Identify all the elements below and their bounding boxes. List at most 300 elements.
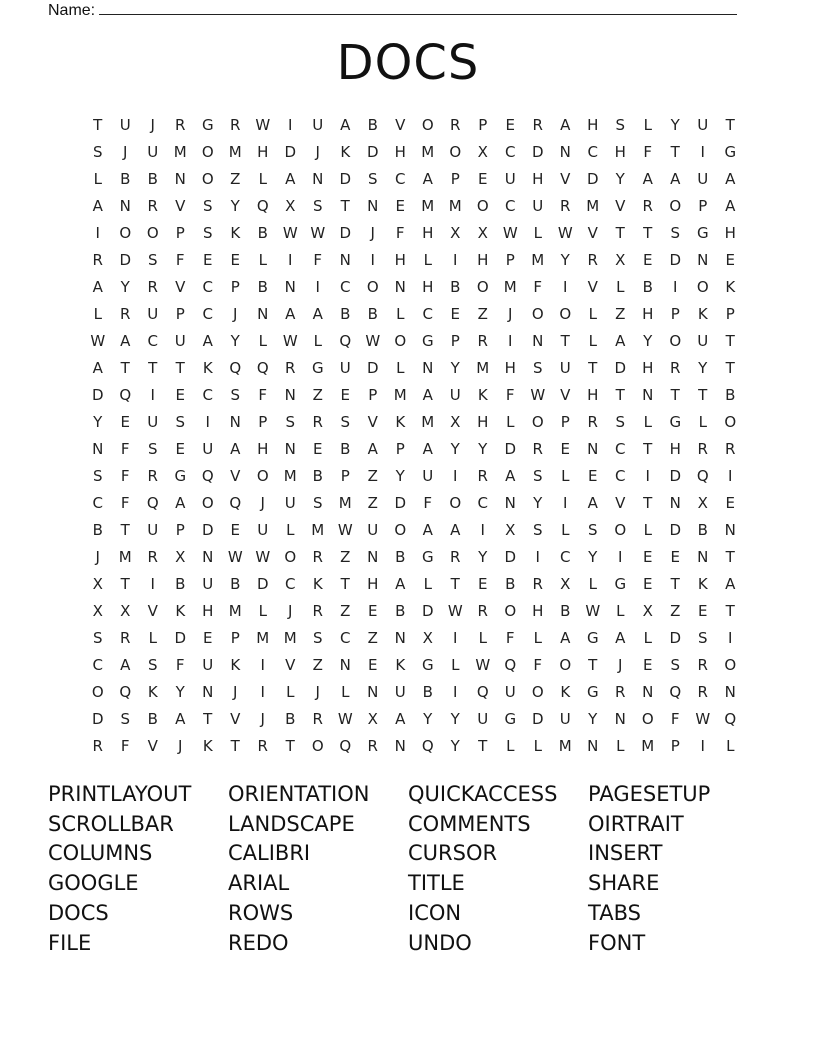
grid-letter: A [92,196,103,215]
grid-letter: B [312,466,323,485]
grid-letter: O [476,196,489,215]
grid-letter: Y [643,331,653,350]
grid-letter: I [205,412,210,431]
grid-letter: M [173,142,187,161]
grid-letter: J [315,142,320,161]
grid-letter: A [92,358,103,377]
grid-letter: L [506,736,515,755]
grid-letter: X [285,196,296,215]
grid-letter: S [615,412,626,431]
grid-letter: A [670,169,681,188]
grid-letter: D [91,385,104,404]
name-field[interactable] [48,0,737,21]
grid-letter: B [395,601,406,620]
grid-letter: X [642,601,653,620]
grid-letter: E [340,385,350,404]
grid-letter: E [313,439,323,458]
grid-letter: M [393,385,407,404]
grid-letter: H [669,439,681,458]
grid-letter: C [560,547,571,566]
grid-letter: U [477,709,489,728]
grid-letter: Q [696,466,709,485]
word-list-item: REDO [228,930,289,955]
grid-letter: T [478,736,488,755]
word-list-item: SHARE [588,871,660,896]
grid-letter: K [697,304,708,323]
grid-letter: B [367,115,378,134]
grid-letter: E [643,250,653,269]
grid-letter: C [340,628,351,647]
grid-letter: R [697,439,708,458]
grid-letter: S [92,466,103,485]
grid-letter: B [120,169,131,188]
word-list-item: COMMENTS [408,811,531,836]
grid-letter: W [255,547,271,566]
grid-letter: C [285,574,296,593]
grid-letter: Y [450,736,460,755]
grid-letter: O [641,709,654,728]
grid-letter: B [725,385,736,404]
grid-letter: U [174,331,186,350]
grid-letter: M [118,547,132,566]
grid-letter: A [615,628,626,647]
grid-letter: J [150,115,155,134]
grid-letter: R [532,574,543,593]
grid-letter: A [560,628,571,647]
grid-letter: N [367,196,379,215]
grid-letter: N [724,520,736,539]
grid-letter: T [120,358,130,377]
grid-letter: R [450,115,461,134]
grid-letter: A [725,574,736,593]
grid-letter: D [366,358,379,377]
grid-letter: O [311,736,324,755]
grid-letter: D [119,250,132,269]
grid-letter: G [669,412,682,431]
grid-letter: N [312,169,324,188]
grid-letter: F [175,250,185,269]
letter-grid [84,111,744,759]
grid-letter: Y [533,493,543,512]
grid-letter: J [315,682,320,701]
grid-letter: B [230,574,241,593]
grid-letter: H [642,304,654,323]
grid-letter: N [284,385,296,404]
grid-letter: A [615,331,626,350]
word-list-item: CURSOR [408,841,498,866]
grid-letter: O [394,331,407,350]
grid-letter: R [587,250,598,269]
grid-letter: T [615,385,625,404]
grid-letter: X [120,601,131,620]
grid-letter: C [202,277,213,296]
grid-letter: Y [93,412,103,431]
grid-letter: B [340,439,351,458]
grid-letter: L [588,331,597,350]
grid-letter: L [423,250,432,269]
word-list-item: TABS [588,901,641,926]
grid-letter: D [504,547,517,566]
grid-letter: A [367,439,378,458]
grid-letter: M [283,466,297,485]
grid-letter: C [92,655,103,674]
grid-letter: Q [256,358,269,377]
grid-letter: F [120,439,130,458]
grid-letter: B [147,169,158,188]
word-list-item: ARIAL [228,871,290,896]
grid-letter: C [202,304,213,323]
grid-letter: T [725,115,735,134]
grid-letter: A [422,169,433,188]
grid-letter: I [618,547,623,566]
grid-letter: V [560,385,571,404]
grid-letter: A [587,493,598,512]
grid-letter: U [559,358,571,377]
word-list-item: PRINTLAYOUT [48,781,192,806]
word-list-item: INSERT [588,841,663,866]
grid-letter: P [258,412,268,431]
grid-letter: I [535,547,540,566]
grid-letter: V [367,412,378,431]
grid-letter: W [337,709,353,728]
grid-letter: E [670,547,680,566]
grid-letter: J [260,493,265,512]
grid-letter: H [477,250,489,269]
grid-letter: G [614,574,627,593]
grid-letter: J [95,547,100,566]
grid-letter: R [670,358,681,377]
grid-letter: P [175,304,185,323]
grid-letter: M [586,196,600,215]
grid-letter: Z [312,655,323,674]
grid-letter: Z [670,601,681,620]
grid-letter: E [560,439,570,458]
grid-letter: B [367,304,378,323]
grid-letter: A [725,169,736,188]
grid-letter: I [150,385,155,404]
grid-letter: G [421,655,434,674]
grid-letter: E [643,547,653,566]
grid-letter: F [120,493,130,512]
grid-letter: B [450,277,461,296]
grid-letter: L [423,574,432,593]
grid-letter: A [202,331,213,350]
name-blank-line[interactable] [99,0,737,15]
grid-letter: O [531,304,544,323]
grid-letter: N [339,655,351,674]
grid-letter: T [643,223,653,242]
grid-letter: K [395,655,406,674]
grid-letter: X [697,493,708,512]
grid-letter: M [641,736,655,755]
grid-letter: I [453,682,458,701]
grid-letter: K [560,682,571,701]
grid-letter: C [615,439,626,458]
grid-letter: R [615,682,626,701]
grid-letter: L [533,736,542,755]
grid-letter: C [147,331,158,350]
grid-letter: R [312,601,323,620]
grid-letter: K [230,655,241,674]
grid-letter: H [532,601,544,620]
grid-letter: S [312,493,323,512]
grid-letter: A [175,709,186,728]
grid-letter: O [119,223,132,242]
grid-letter: V [587,277,598,296]
grid-letter: H [422,223,434,242]
grid-letter: O [366,277,379,296]
grid-letter: O [696,277,709,296]
grid-letter: N [697,547,709,566]
grid-letter: L [258,331,267,350]
grid-letter: H [724,223,736,242]
grid-letter: E [478,169,488,188]
grid-letter: D [614,358,627,377]
grid-letter: S [697,628,708,647]
grid-letter: O [201,169,214,188]
grid-letter: K [312,574,323,593]
grid-letter: N [587,736,599,755]
page-title: DOCS [336,35,480,91]
grid-letter: M [421,412,435,431]
grid-letter: V [230,709,241,728]
grid-letter: E [203,250,213,269]
grid-letter: L [93,304,102,323]
grid-letter: G [311,358,324,377]
grid-letter: K [477,385,488,404]
grid-letter: U [559,709,571,728]
grid-letter: H [367,574,379,593]
grid-letter: N [642,385,654,404]
grid-letter: U [284,493,296,512]
grid-letter: G [696,223,709,242]
grid-letter: T [148,358,158,377]
grid-letter: L [533,628,542,647]
grid-letter: N [559,142,571,161]
grid-letter: D [669,250,682,269]
grid-letter: P [395,439,405,458]
grid-letter: P [478,115,488,134]
grid-letter: A [422,520,433,539]
grid-letter: A [422,385,433,404]
grid-letter: M [503,277,517,296]
grid-letter: V [147,601,158,620]
grid-letter: M [283,628,297,647]
grid-letter: O [669,196,682,215]
grid-letter: U [504,682,516,701]
grid-letter: S [147,655,158,674]
grid-letter: B [175,574,186,593]
grid-letter: R [92,736,103,755]
grid-letter: L [258,250,267,269]
word-list-item: COLUMNS [48,841,153,866]
grid-letter: T [725,331,735,350]
grid-letter: B [422,682,433,701]
grid-letter: Y [670,115,680,134]
grid-letter: R [257,736,268,755]
grid-letter: L [698,412,707,431]
grid-letter: D [256,574,269,593]
grid-letter: F [505,385,515,404]
grid-letter: X [422,628,433,647]
word-list-item: TITLE [408,871,465,896]
grid-letter: W [447,601,463,620]
grid-letter: T [725,358,735,377]
grid-letter: R [312,709,323,728]
grid-letter: I [453,628,458,647]
grid-letter: H [394,142,406,161]
word-list-item: FONT [588,930,646,955]
grid-letter: T [340,196,350,215]
grid-letter: O [449,142,462,161]
grid-letter: Z [367,493,378,512]
grid-letter: M [256,628,270,647]
grid-letter: W [475,655,491,674]
word-list-item: GOOGLE [48,871,139,896]
grid-letter: Y [175,682,185,701]
grid-letter: Y [478,547,488,566]
grid-letter: W [365,331,381,350]
grid-letter: H [504,358,516,377]
grid-letter: T [643,439,653,458]
grid-letter: L [396,358,405,377]
grid-letter: N [394,736,406,755]
word-list-item: UNDO [408,930,472,955]
grid-letter: A [505,466,516,485]
grid-letter: H [477,412,489,431]
grid-letter: D [669,520,682,539]
grid-letter: X [92,601,103,620]
grid-letter: K [147,682,158,701]
grid-letter: Q [229,358,242,377]
grid-letter: T [643,493,653,512]
grid-letter: T [725,601,735,620]
grid-letter: F [505,628,515,647]
grid-letter: Y [395,466,405,485]
grid-letter: E [120,412,130,431]
grid-letter: L [451,655,460,674]
grid-letter: T [120,574,130,593]
grid-letter: L [258,169,267,188]
grid-letter: A [725,196,736,215]
grid-letter: U [119,115,131,134]
word-list-item: ROWS [228,901,294,926]
grid-letter: L [561,520,570,539]
grid-letter: T [670,142,680,161]
grid-letter: X [175,547,186,566]
grid-letter: E [643,574,653,593]
grid-letter: I [563,277,568,296]
grid-letter: V [175,196,186,215]
grid-letter: P [340,466,350,485]
grid-letter: B [257,223,268,242]
grid-letter: S [175,412,186,431]
grid-letter: L [533,223,542,242]
grid-letter: W [282,331,298,350]
grid-letter: S [340,412,351,431]
grid-letter: C [587,142,598,161]
grid-letter: N [284,277,296,296]
grid-letter: U [697,331,709,350]
grid-letter: Y [450,709,460,728]
grid-letter: U [147,412,159,431]
grid-letter: N [174,169,186,188]
word-list-item: ORIENTATION [228,781,370,806]
grid-letter: L [286,520,295,539]
grid-letter: T [588,655,598,674]
grid-letter: M [531,250,545,269]
word-list-item: PAGESETUP [588,781,711,806]
grid-letter: K [175,601,186,620]
grid-letter: I [673,277,678,296]
grid-letter: W [337,520,353,539]
grid-letter: F [533,277,543,296]
grid-letter: D [669,628,682,647]
grid-letter: W [530,385,546,404]
grid-letter: K [202,358,213,377]
grid-letter: D [421,601,434,620]
grid-letter: R [477,601,488,620]
grid-letter: I [288,250,293,269]
grid-letter: S [532,358,543,377]
grid-letter: B [92,520,103,539]
grid-letter: I [150,574,155,593]
grid-letter: N [257,304,269,323]
grid-letter: W [502,223,518,242]
grid-letter: F [670,709,680,728]
grid-letter: P [670,304,680,323]
grid-letter: E [368,655,378,674]
grid-letter: R [697,655,708,674]
grid-letter: O [504,601,517,620]
grid-letter: U [202,439,214,458]
grid-letter: R [285,358,296,377]
grid-letter: Z [367,628,378,647]
grid-letter: V [615,493,626,512]
grid-letter: Y [120,277,130,296]
grid-letter: H [587,385,599,404]
grid-letter: C [202,385,213,404]
grid-letter: X [505,520,516,539]
grid-letter: B [395,547,406,566]
grid-letter: N [532,331,544,350]
grid-letter: S [587,520,598,539]
grid-letter: X [367,709,378,728]
grid-letter: G [201,115,214,134]
grid-letter: Y [588,709,598,728]
grid-letter: R [312,547,323,566]
grid-letter: P [698,196,708,215]
grid-letter: K [340,142,351,161]
grid-letter: A [175,493,186,512]
grid-letter: C [422,304,433,323]
grid-letter: C [505,196,516,215]
grid-letter: Y [230,196,240,215]
grid-letter: D [339,169,352,188]
grid-letter: M [476,358,490,377]
grid-letter: P [560,412,570,431]
grid-letter: P [230,277,240,296]
grid-letter: C [477,493,488,512]
grid-letter: L [561,466,570,485]
grid-letter: E [230,520,240,539]
grid-letter: A [560,115,571,134]
grid-letter: J [288,601,293,620]
grid-letter: U [697,169,709,188]
grid-letter: U [147,520,159,539]
grid-letter: W [310,223,326,242]
grid-letter: H [532,169,544,188]
